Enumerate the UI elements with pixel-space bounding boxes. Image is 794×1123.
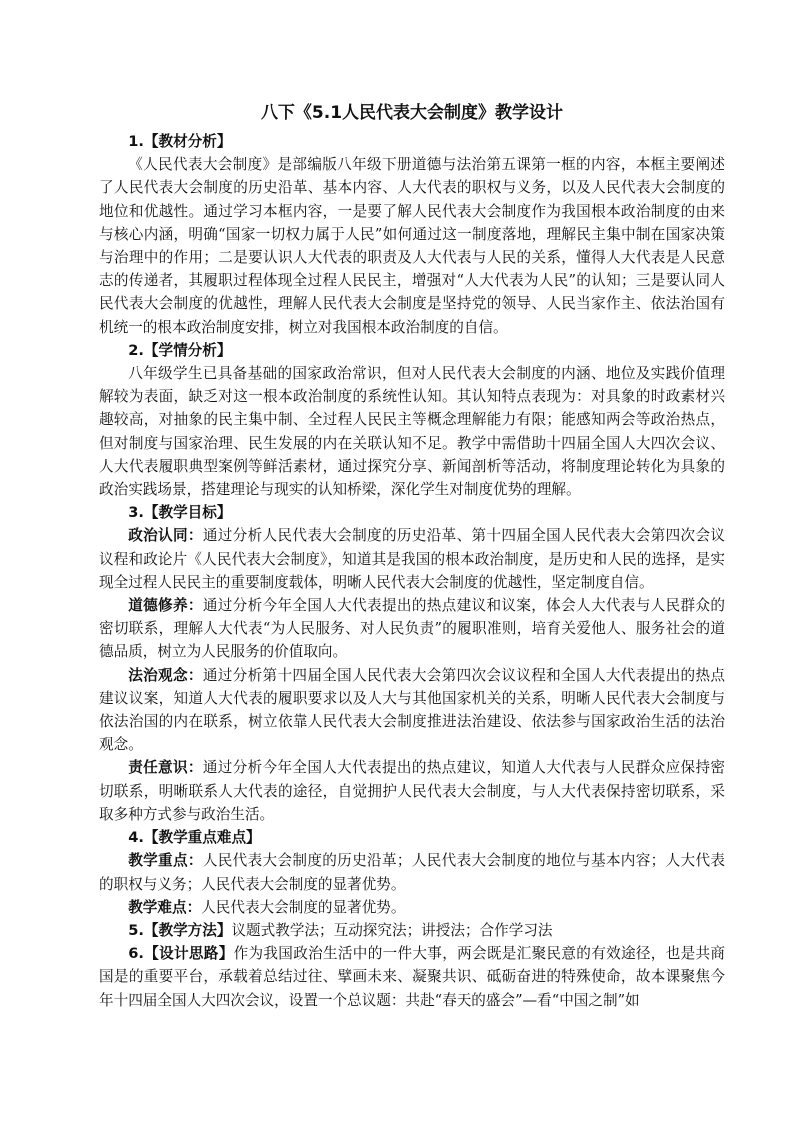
goal-label: 法治观念： xyxy=(128,666,203,684)
goal-moral-cultivation xyxy=(99,594,725,664)
difficult-points-text: 人民代表大会制度的显著优势。 xyxy=(201,898,406,916)
teaching-methods-text: 议题式教学法；互动探究法；讲授法；合作学习法 xyxy=(231,921,553,939)
key-points-text: 人民代表大会制度的历史沿革；人民代表大会制度的地位与基本内容；人大代表的职权与义务；人民代表大会制度的显著优势。 xyxy=(99,852,725,893)
section-heading-design-idea: 6.【设计思路】 xyxy=(128,945,234,963)
key-points xyxy=(99,849,725,895)
document-page xyxy=(99,100,725,1012)
goal-responsibility xyxy=(99,756,725,826)
goal-political-identity xyxy=(99,524,725,594)
document-title: 八下《5.1人民代表大会制度》教学设计 xyxy=(260,103,564,123)
design-idea-text: 作为我国政治生活中的一件大事，两会既是汇聚民意的有效途径，也是共商国是的重要平台，承载着总结过往、擘画未来、凝聚共识、砥砺奋进的特殊使命，故本课聚焦今年十四届全国人大四次会议，设置一个总议题：共赴“春天的盛会”—看“中国之制”如 xyxy=(99,945,725,1009)
goal-text: 通过分析第十四届全国人民代表大会第四次会议议程和全国人大代表提出的热点建议议案，知道人大代表的履职要求以及人大与其他国家机关的关系，明晰人民代表大会制度与依法治国的内在联系，树立依靠人民代表大会制度推进法治建设、依法参与国家政治生活的法治观念。 xyxy=(99,666,725,754)
goal-label: 责任意识： xyxy=(128,759,203,777)
goal-label: 道德修养： xyxy=(128,597,203,615)
goal-text: 通过分析今年全国人大代表提出的热点建议和议案，体会人大代表与人民群众的密切联系，理解人大代表“为人民服务、对人民负责”的履职准则，培育关爱他人、服务社会的道德品质，树立为人民服务的价值取向。 xyxy=(99,597,725,661)
section-heading-key-difficult-points: 4.【教学重点难点】 xyxy=(128,829,261,847)
section-heading-teaching-goals: 3.【教学目标】 xyxy=(128,504,232,522)
section-body-student-analysis: 八年级学生已具备基础的国家政治常识，但对人民代表大会制度的内涵、地位及实践价值理解较为表面，缺乏对这一根本政治制度的系统性认知。其认知特点表现为：对具象的时政素材兴趣较高，对抽象的民主集中制、全过程人民民主等概念理解能力有限；能感知两会等政治热点，但对制度与国家治理、民生发展的内在关联认知不足。教学中需借助十四届全国人大四次会议、人大代表履职典型案例等鲜活素材，通过探究分享、新闻剖析等活动，将制度理论转化为具象的政治实践场景，搭建理论与现实的认知桥梁，深化学生对制度优势的理解。 xyxy=(99,365,725,499)
goal-rule-of-law xyxy=(99,664,725,757)
goal-text: 通过分析人民代表大会制度的历史沿革、第十四届全国人民代表大会第四次会议议程和政论片《人民代表大会制度》，知道其是我国的根本政治制度，是历史和人民的选择，是实现全过程人民民主的重要制度载体，明晰人民代表大会制度的优越性，坚定制度自信。 xyxy=(99,527,725,591)
difficult-points-label: 教学难点： xyxy=(128,898,202,916)
section-heading-student-analysis: 2.【学情分析】 xyxy=(128,341,232,359)
section-heading-teaching-methods: 5.【教学方法】 xyxy=(128,921,232,939)
section-teaching-methods xyxy=(99,919,725,942)
section-design-idea xyxy=(99,942,725,1012)
key-points-label: 教学重点： xyxy=(128,852,203,870)
goal-text: 通过分析今年全国人大代表提出的热点建议，知道人大代表与人民群众应保持密切联系，明晰联系人大代表的途径，自觉拥护人民代表大会制度，与人大代表保持密切联系，采取多种方式参与政治生活。 xyxy=(99,759,725,823)
goal-label: 政治认同： xyxy=(128,527,203,545)
section-heading-textbook-analysis: 1.【教材分析】 xyxy=(128,133,232,150)
section-body-textbook-analysis: 《人民代表大会制度》是部编版八年级下册道德与法治第五课第一框的内容，本框主要阐述了人民代表大会制度的历史沿革、基本内容、人大代表的职权与义务，以及人民代表大会制度的地位和优越性。通过学习本框内容，一是要了解人民代表大会制度作为我国根本政治制度的由来与核心内涵，明确“国家一切权力属于人民”如何通过这一制度落地，理解民主集中制在国家决策与治理中的作用；二是要认识人大代表的职责及人大代表与人民的关系，懂得人大代表是人民意志的传递者，其履职过程体现全过程人民民主，增强对“人大代表为人民”的认知；三是要认同人民代表大会制度的优越性，理解人民代表大会制度是坚持党的领导、人民当家作主、依法治国有机统一的根本政治制度安排，树立对我国根本政治制度的自信。 xyxy=(99,156,725,336)
difficult-points xyxy=(99,896,725,919)
